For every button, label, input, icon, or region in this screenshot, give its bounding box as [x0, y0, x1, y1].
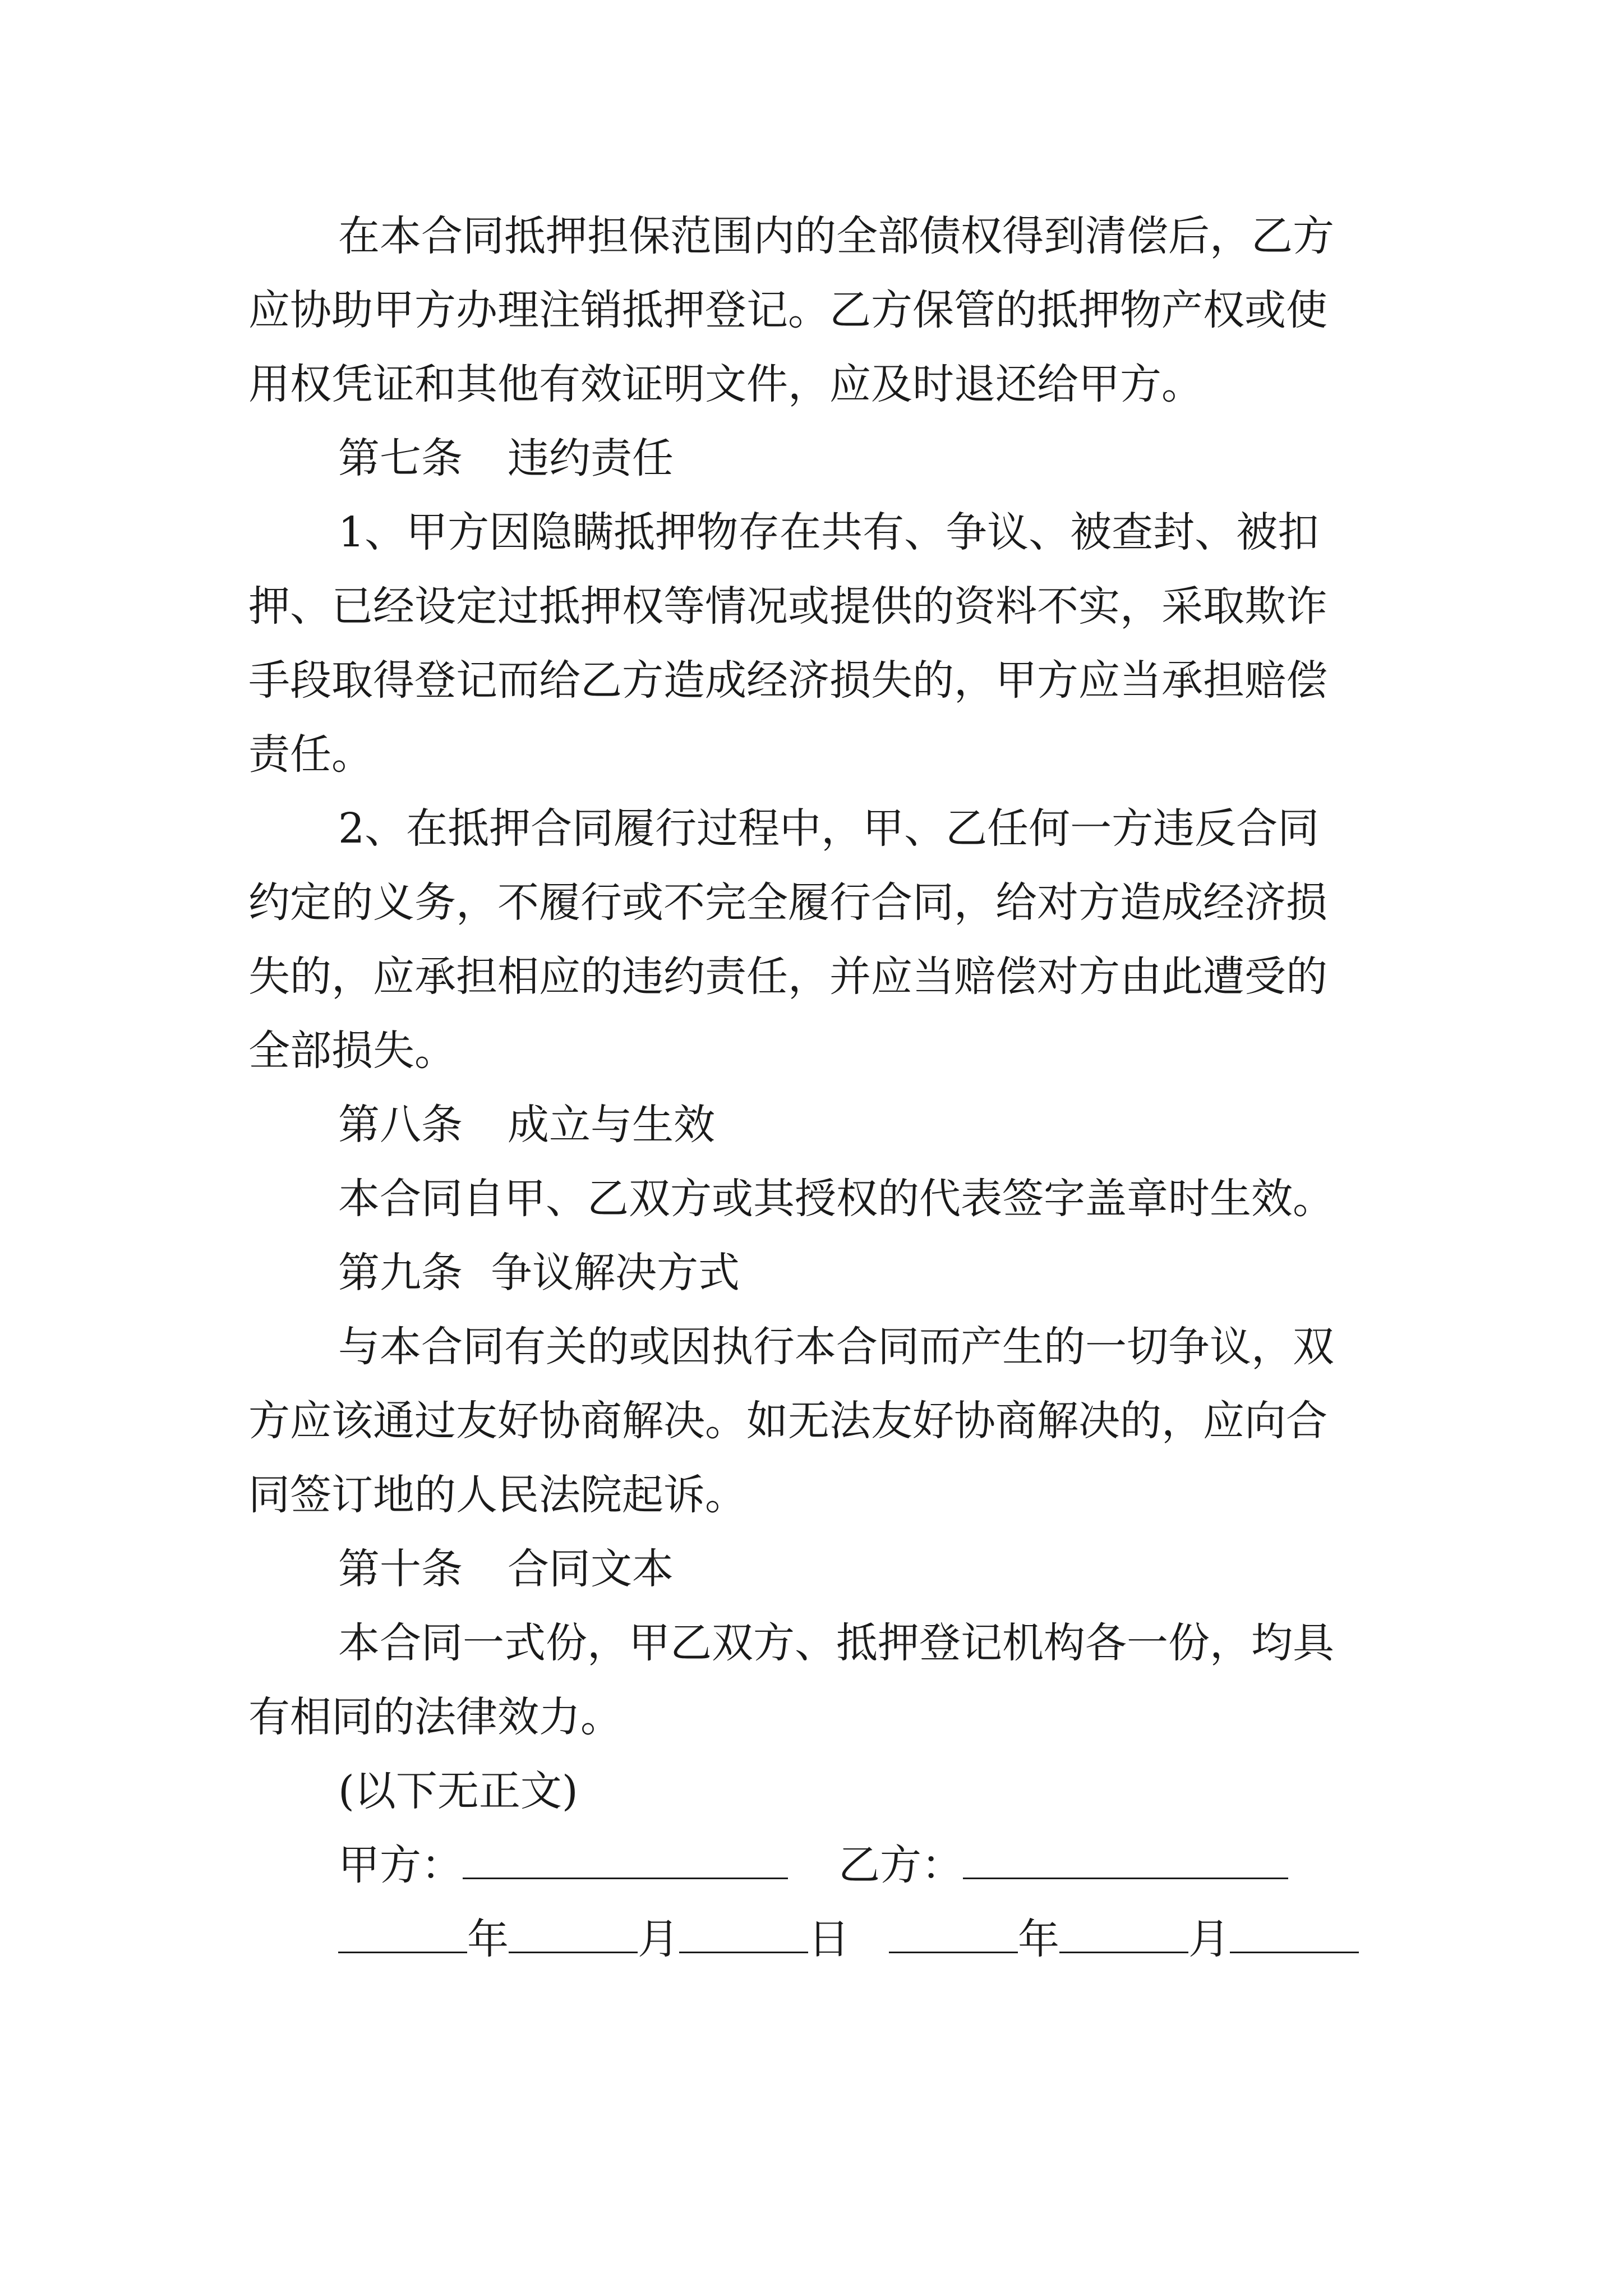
party-b-label: 乙方：	[838, 1841, 963, 1889]
party-a-month-blank	[509, 1917, 638, 1953]
article-number: 第七条	[338, 434, 463, 482]
article-title: 违约责任	[508, 434, 674, 482]
paragraph-line: 全部损失。	[248, 1027, 456, 1075]
article-number: 第十条	[338, 1545, 463, 1593]
article-7-heading	[338, 432, 674, 484]
paragraph-line: 应协助甲方办理注销抵押登记。乙方保管的抵押物产权或使	[248, 286, 1327, 334]
party-a-day-blank	[679, 1917, 808, 1953]
month-label: 月	[1188, 1915, 1230, 1963]
party-a-blank	[463, 1843, 788, 1879]
paragraph-line: 本合同一式份，甲乙双方、抵押登记机构各一份，均具	[338, 1619, 1334, 1667]
party-a-year-blank	[338, 1917, 467, 1953]
paragraph-line: 责任。	[248, 730, 373, 779]
article-title: 合同文本	[508, 1545, 674, 1593]
year-label: 年	[1018, 1915, 1059, 1963]
signature-date-row	[338, 1913, 1359, 1965]
paragraph-line: 2、在抵押合同履行过程中，甲、乙任何一方违反合同	[338, 804, 1320, 853]
paragraph-line: 在本合同抵押担保范围内的全部债权得到清偿后，乙方	[338, 212, 1334, 260]
day-label: 日	[808, 1915, 850, 1963]
signature-parties-row	[338, 1839, 1288, 1891]
party-a-label: 甲方：	[338, 1841, 463, 1889]
month-label: 月	[638, 1915, 679, 1963]
paragraph-line: 约定的义务，不履行或不完全履行合同，给对方造成经济损	[248, 878, 1327, 927]
paragraph-line: 有相同的法律效力。	[248, 1693, 622, 1741]
year-label: 年	[467, 1915, 509, 1963]
paragraph-line: 同签订地的人民法院起诉。	[248, 1471, 746, 1519]
paragraph-line: 用权凭证和其他有效证明文件，应及时退还给甲方。	[248, 360, 1203, 408]
article-9-heading	[338, 1247, 740, 1299]
article-8-heading	[338, 1099, 715, 1151]
party-b-day-blank	[1230, 1917, 1359, 1953]
party-b-year-blank	[889, 1917, 1018, 1953]
paragraph-line: 方应该通过友好协商解决。如无法友好协商解决的，应向合	[248, 1397, 1327, 1445]
paragraph-line: 与本合同有关的或因执行本合同而产生的一切争议，双	[338, 1323, 1334, 1371]
party-b-blank	[963, 1843, 1288, 1879]
no-further-text-note: (以下无正文)	[338, 1767, 578, 1815]
paragraph-line: 失的，应承担相应的违约责任，并应当赔偿对方由此遭受的	[248, 953, 1327, 1001]
paragraph-line: 手段取得登记而给乙方造成经济损失的，甲方应当承担赔偿	[248, 656, 1327, 705]
article-number: 第九条	[338, 1249, 463, 1297]
article-title: 争议解决方式	[491, 1249, 740, 1297]
article-title: 成立与生效	[508, 1101, 715, 1149]
party-b-month-blank	[1059, 1917, 1188, 1953]
article-number: 第八条	[338, 1101, 463, 1149]
article-10-heading	[338, 1543, 674, 1595]
paragraph-line: 本合同自甲、乙双方或其授权的代表签字盖章时生效。	[338, 1175, 1334, 1223]
paragraph-line: 押、已经设定过抵押权等情况或提供的资料不实，采取欺诈	[248, 582, 1327, 631]
paragraph-line: 1、甲方因隐瞒抵押物存在共有、争议、被查封、被扣	[338, 508, 1320, 556]
